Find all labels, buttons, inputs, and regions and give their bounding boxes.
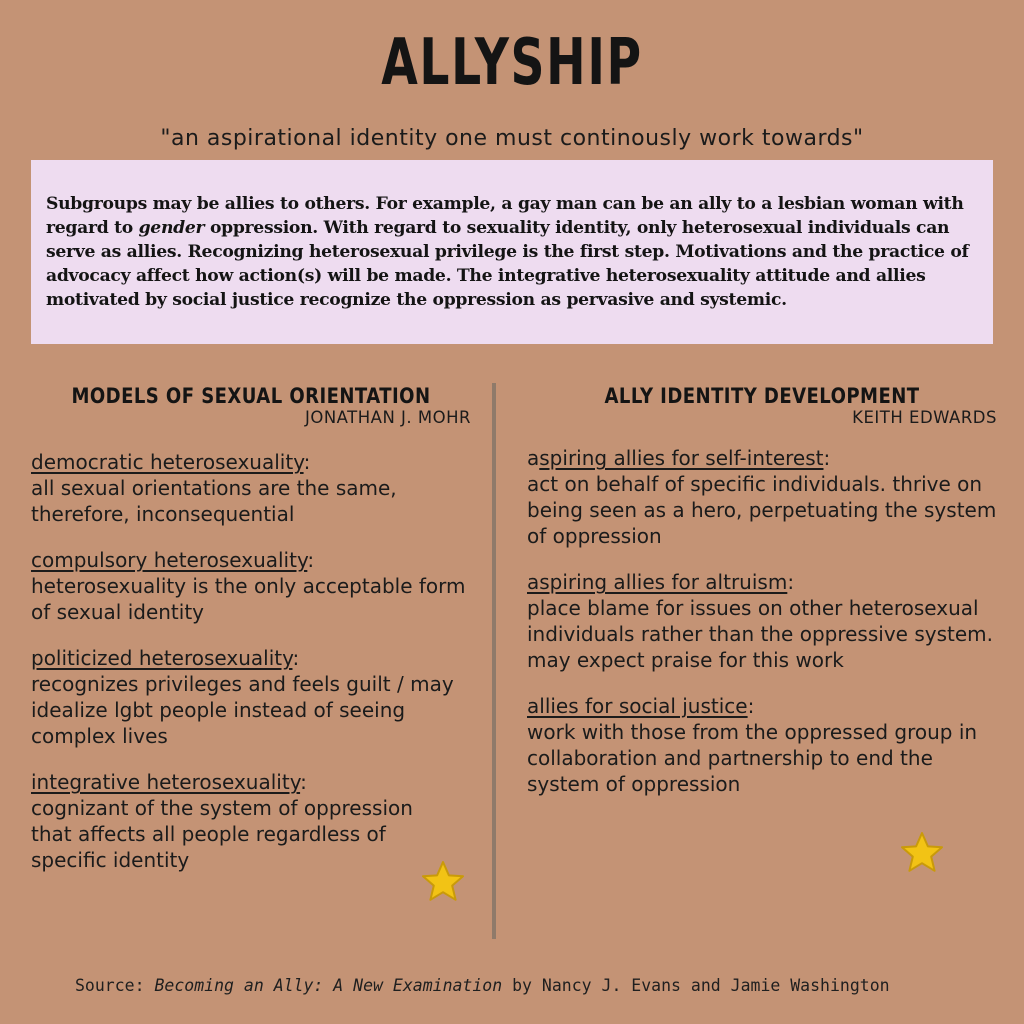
page-title: ALLYSHIP (381, 26, 643, 100)
entry-body: cognizant of the system of oppression that affects all people regardless of specific identity (31, 796, 413, 872)
entry-colon: : (300, 770, 307, 794)
intro-text-part1: Subgroups may be allies to others. For example, a gay man can be an ally to a lesbian woman with regard to (46, 194, 964, 238)
list-item (31, 547, 471, 625)
entry-body: all sexual orientations are the same, therefore, inconsequential (31, 476, 397, 526)
entry-colon: : (747, 694, 755, 718)
intro-text (46, 192, 983, 312)
entry-title: aspiring allies for altruism (527, 570, 788, 594)
source-book-title: Becoming an Ally: A New Examination (154, 976, 503, 995)
entry-title: compulsory heterosexuality (31, 548, 308, 572)
entry-title: allies for social justice (527, 694, 748, 718)
models-column (31, 384, 471, 873)
column-divider (492, 383, 496, 939)
source-prefix: Source: (75, 976, 155, 995)
entry-body: place blame for issues on other heterosexual individuals rather than the oppressive system. may expect praise for this work (527, 596, 993, 672)
entry-title: politicized heterosexuality (31, 646, 293, 670)
intro-box (31, 160, 993, 344)
list-item (31, 769, 471, 873)
entry-colon: : (823, 446, 831, 470)
ally-development-heading: ALLY IDENTITY DEVELOPMENT (604, 384, 920, 408)
entry-colon: : (307, 548, 315, 572)
entry-colon: : (787, 570, 795, 594)
list-item (527, 445, 997, 549)
list-item (31, 449, 471, 527)
entry-body: heterosexuality is the only acceptable form of sexual identity (31, 574, 466, 624)
intro-text-emphasis: gender (138, 218, 205, 238)
source-citation (75, 976, 1015, 995)
entry-colon: : (303, 450, 311, 474)
list-item (527, 569, 997, 673)
list-item (527, 693, 997, 797)
models-heading: MODELS OF SEXUAL ORIENTATION (71, 384, 431, 408)
star-icon (899, 830, 945, 876)
star-icon-shape (902, 833, 942, 871)
intro-text-part2: oppression. With regard to sexuality identity, only heterosexual individuals can serve as allies. Recognizing heterosexual privilege is the first step. Motivations and the practice of advocacy affect how action(s) will be made. The integrative heterosexuality attitude and allies motivated by social justice recognize the oppression as pervasive and systemic. (46, 218, 969, 310)
star-icon (420, 859, 466, 905)
list-item (31, 645, 471, 749)
entry-title: spiring allies for self-interest (539, 446, 824, 470)
star-icon-shape (423, 862, 463, 900)
models-author: JONATHAN J. MOHR (304, 408, 471, 427)
entry-title: democratic heterosexuality (31, 450, 304, 474)
entry-body: recognizes privileges and feels guilt / may idealize lgbt people instead of seeing complex lives (31, 672, 454, 748)
ally-development-author: KEITH EDWARDS (852, 408, 997, 427)
entry-body: act on behalf of specific individuals. thrive on being seen as a hero, perpetuating the system of oppression (527, 472, 997, 548)
ally-development-column (527, 384, 997, 797)
page-subtitle: "an aspirational identity one must continously work towards" (160, 126, 864, 151)
entry-body: work with those from the oppressed group in collaboration and partnership to end the system of oppression (527, 720, 978, 796)
source-authors: by Nancy J. Evans and Jamie Washington (502, 976, 890, 995)
entry-title: integrative heterosexuality (31, 770, 301, 794)
entry-title-prefix: a (527, 446, 540, 470)
entry-colon: : (292, 646, 300, 670)
